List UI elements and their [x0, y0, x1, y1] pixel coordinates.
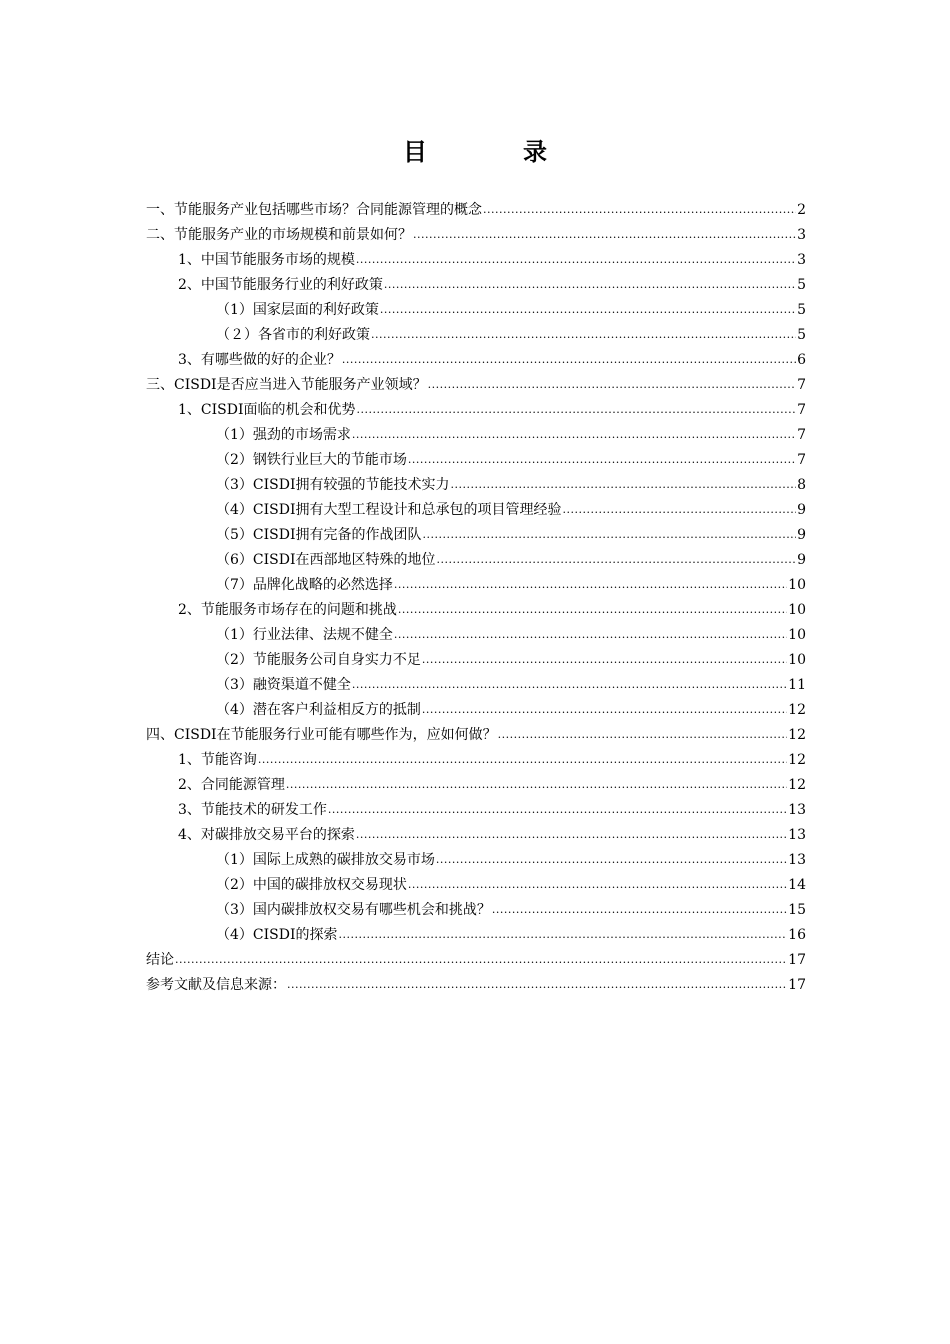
toc-entry[interactable]: [146, 223, 806, 248]
toc-entry-text: 4、对碳排放交易平台的探索: [178, 827, 355, 843]
toc-entry-text: 结论: [146, 952, 174, 968]
toc-entry-text: （２）各省市的利好政策: [216, 327, 370, 343]
toc-entry[interactable]: [146, 298, 806, 323]
toc-entry-page: 14: [788, 877, 806, 893]
toc-entry[interactable]: [146, 273, 806, 298]
toc-entry-text: （7）品牌化战略的必然选择: [216, 577, 393, 593]
toc-entry-text: 2、节能服务市场存在的问题和挑战: [178, 602, 397, 618]
toc-entry-page: 3: [797, 252, 806, 268]
toc-entry-text: 2、中国节能服务行业的利好政策: [178, 277, 383, 293]
toc-entry-page: 3: [797, 227, 806, 243]
toc-entry-text: （1）国家层面的利好政策: [216, 302, 379, 318]
toc-entry[interactable]: [146, 873, 806, 898]
toc-leader-dots: [175, 947, 787, 972]
toc-entry-text: （4）CISDI拥有大型工程设计和总承包的项目管理经验: [216, 502, 562, 518]
toc-entry[interactable]: [146, 423, 806, 448]
toc-entry-page: 17: [788, 952, 806, 968]
toc-leader-dots: [339, 922, 788, 947]
toc-entry[interactable]: [146, 773, 806, 798]
toc-leader-dots: [436, 847, 787, 872]
toc-entry-text: 3、节能技术的研发工作: [178, 802, 327, 818]
toc-entry-text: （6）CISDI在西部地区特殊的地位: [216, 552, 436, 568]
toc-leader-dots: [384, 272, 796, 297]
toc-entry-text: （3）国内碳排放权交易有哪些机会和挑战？: [216, 902, 491, 918]
toc-leader-dots: [342, 347, 796, 372]
toc-entry[interactable]: [146, 398, 806, 423]
toc-entry-page: 10: [788, 627, 806, 643]
toc-leader-dots: [394, 622, 787, 647]
toc-entry-text: （1）行业法律、法规不健全: [216, 627, 393, 643]
toc-entry-page: 2: [797, 202, 806, 218]
toc-list: [146, 198, 806, 998]
toc-leader-dots: [492, 897, 787, 922]
toc-entry-text: 3、有哪些做的好的企业？: [178, 352, 341, 368]
toc-leader-dots: [258, 747, 787, 772]
toc-entry-page: 12: [788, 752, 806, 768]
toc-entry-page: 17: [788, 977, 806, 993]
toc-entry[interactable]: [146, 548, 806, 573]
toc-leader-dots: [422, 647, 787, 672]
toc-entry-text: （3）融资渠道不健全: [216, 677, 351, 693]
toc-entry-page: 5: [797, 327, 806, 343]
toc-leader-dots: [398, 597, 787, 622]
toc-entry[interactable]: [146, 848, 806, 873]
toc-entry[interactable]: [146, 248, 806, 273]
toc-entry-page: 10: [788, 602, 806, 618]
toc-leader-dots: [356, 822, 787, 847]
toc-entry[interactable]: [146, 748, 806, 773]
toc-leader-dots: [352, 422, 796, 447]
toc-entry-page: 8: [797, 477, 806, 493]
toc-leader-dots: [328, 797, 787, 822]
toc-entry-text: （2）节能服务公司自身实力不足: [216, 652, 421, 668]
toc-entry-page: 5: [797, 277, 806, 293]
toc-leader-dots: [380, 297, 796, 322]
toc-entry-page: 6: [797, 352, 806, 368]
toc-leader-dots: [408, 872, 787, 897]
toc-leader-dots: [483, 197, 796, 222]
toc-entry[interactable]: [146, 623, 806, 648]
toc-entry[interactable]: [146, 923, 806, 948]
toc-leader-dots: [498, 722, 788, 747]
toc-entry-page: 13: [788, 802, 806, 818]
toc-entry[interactable]: [146, 323, 806, 348]
toc-leader-dots: [357, 397, 797, 422]
toc-entry[interactable]: [146, 973, 806, 998]
toc-entry-text: （2）中国的碳排放权交易现状: [216, 877, 407, 893]
toc-entry[interactable]: [146, 523, 806, 548]
toc-entry[interactable]: [146, 823, 806, 848]
toc-entry-page: 15: [788, 902, 806, 918]
toc-entry-page: 10: [788, 577, 806, 593]
toc-entry[interactable]: [146, 473, 806, 498]
toc-leader-dots: [408, 447, 796, 472]
toc-leader-dots: [422, 697, 787, 722]
toc-entry-page: 9: [797, 552, 806, 568]
toc-leader-dots: [437, 547, 797, 572]
toc-leader-dots: [413, 222, 796, 247]
toc-entry-page: 13: [788, 827, 806, 843]
toc-entry-text: 1、节能咨询: [178, 752, 257, 768]
toc-entry-page: 7: [797, 452, 806, 468]
toc-entry-page: 13: [788, 852, 806, 868]
toc-entry-page: 12: [788, 777, 806, 793]
toc-entry[interactable]: [146, 948, 806, 973]
toc-leader-dots: [428, 372, 796, 397]
toc-entry-text: （4）CISDI的探索: [216, 927, 338, 943]
toc-entry[interactable]: [146, 698, 806, 723]
toc-entry-text: 1、中国节能服务市场的规模: [178, 252, 355, 268]
toc-entry[interactable]: [146, 723, 806, 748]
toc-entry-text: （1）国际上成熟的碳排放交易市场: [216, 852, 435, 868]
toc-leader-dots: [563, 497, 797, 522]
toc-entry-page: 5: [797, 302, 806, 318]
toc-leader-dots: [286, 772, 787, 797]
toc-entry-page: 12: [788, 702, 806, 718]
toc-title: 目 录: [403, 137, 583, 166]
toc-entry-page: 9: [797, 527, 806, 543]
toc-entry-page: 11: [788, 677, 806, 693]
toc-entry-text: （2）钢铁行业巨大的节能市场: [216, 452, 407, 468]
toc-entry-text: （4）潜在客户利益相反方的抵制: [216, 702, 421, 718]
toc-entry-text: 2、合同能源管理: [178, 777, 285, 793]
toc-entry[interactable]: [146, 798, 806, 823]
toc-entry[interactable]: [146, 373, 806, 398]
toc-entry-text: （1）强劲的市场需求: [216, 427, 351, 443]
toc-leader-dots: [352, 672, 787, 697]
toc-leader-dots: [394, 572, 787, 597]
toc-entry-page: 7: [797, 402, 806, 418]
toc-leader-dots: [371, 322, 796, 347]
toc-entry[interactable]: [146, 448, 806, 473]
toc-entry-page: 12: [788, 727, 806, 743]
toc-entry-text: 参考文献及信息来源：: [146, 977, 286, 993]
toc-entry-text: 二、节能服务产业的市场规模和前景如何？: [146, 227, 412, 243]
toc-entry[interactable]: [146, 673, 806, 698]
toc-entry-text: （3）CISDI拥有较强的节能技术实力: [216, 477, 450, 493]
toc-leader-dots: [451, 472, 797, 497]
toc-entry-page: 16: [788, 927, 806, 943]
toc-entry-text: 一、节能服务产业包括哪些市场？合同能源管理的概念: [146, 202, 482, 218]
toc-entry-page: 10: [788, 652, 806, 668]
toc-entry-page: 7: [797, 377, 806, 393]
toc-entry[interactable]: [146, 198, 806, 223]
toc-entry[interactable]: [146, 898, 806, 923]
toc-entry[interactable]: [146, 598, 806, 623]
toc-leader-dots: [356, 247, 796, 272]
toc-entry-text: 1、CISDI面临的机会和优势: [178, 402, 356, 418]
toc-entry-text: 四、CISDI在节能服务行业可能有哪些作为，应如何做？: [146, 727, 497, 743]
toc-entry[interactable]: [146, 573, 806, 598]
toc-entry[interactable]: [146, 498, 806, 523]
toc-leader-dots: [287, 972, 787, 997]
toc-leader-dots: [423, 522, 797, 547]
toc-entry-page: 7: [797, 427, 806, 443]
toc-entry[interactable]: [146, 648, 806, 673]
toc-entry[interactable]: [146, 348, 806, 373]
toc-entry-page: 9: [797, 502, 806, 518]
toc-entry-text: （5）CISDI拥有完备的作战团队: [216, 527, 422, 543]
toc-entry-text: 三、CISDI是否应当进入节能服务产业领域？: [146, 377, 427, 393]
